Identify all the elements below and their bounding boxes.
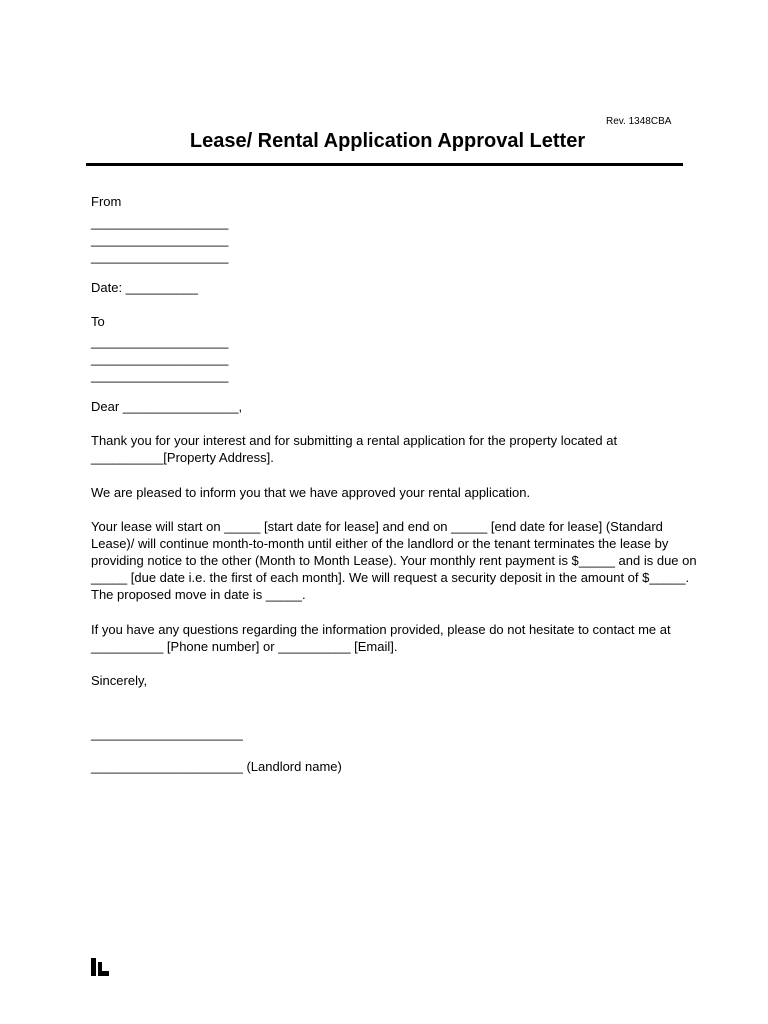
landlord-name-line: _____________________ (Landlord name) bbox=[91, 759, 342, 774]
from-label: From bbox=[91, 194, 122, 209]
date-line: Date: __________ bbox=[91, 280, 198, 295]
interest-paragraph bbox=[91, 432, 691, 466]
to-blank-line-2: ___________________ bbox=[91, 351, 229, 366]
signature-line: _____________________ bbox=[91, 726, 243, 741]
from-blank-line-1: ___________________ bbox=[91, 215, 229, 230]
lease-terms-paragraph bbox=[91, 518, 697, 603]
lease-line-4: _____ [due date i.e. the first of each month]. We will request a security deposit in the amount of $_____. bbox=[91, 570, 690, 585]
interest-line-2: __________[Property Address]. bbox=[91, 450, 274, 465]
approved-paragraph bbox=[91, 484, 691, 501]
lease-line-1: Your lease will start on _____ [start date for lease] and end on _____ [end date for lease] (Standard bbox=[91, 519, 663, 534]
lease-line-3: providing notice to the other (Month to Month Lease). Your monthly rent payment is $_____ and is due on bbox=[91, 553, 697, 568]
interest-line-1: Thank you for your interest and for submitting a rental application for the property located at bbox=[91, 433, 618, 448]
closing: Sincerely, bbox=[91, 673, 148, 688]
questions-line-1: If you have any questions regarding the information provided, please do not hesitate to contact me at bbox=[91, 622, 671, 637]
lawdistrict-logo-icon bbox=[91, 958, 109, 976]
questions-paragraph bbox=[91, 621, 691, 655]
revision-code: Rev. 1348CBA bbox=[606, 116, 672, 127]
to-blank-line-1: ___________________ bbox=[91, 334, 229, 349]
from-blank-line-2: ___________________ bbox=[91, 232, 229, 247]
to-label: To bbox=[91, 314, 105, 329]
title-divider bbox=[86, 163, 683, 166]
lease-line-5: The proposed move in date is _____. bbox=[91, 587, 306, 602]
from-blank-line-3: ___________________ bbox=[91, 249, 229, 264]
lease-line-2: Lease)/ will continue month-to-month until either of the landlord or the tenant terminates the lease by bbox=[91, 536, 669, 551]
approved-line-1: We are pleased to inform you that we have approved your rental application. bbox=[91, 485, 531, 500]
to-blank-line-3: ___________________ bbox=[91, 368, 229, 383]
questions-line-2: __________ [Phone number] or __________ [Email]. bbox=[91, 639, 398, 654]
document-title: Lease/ Rental Application Approval Letter bbox=[189, 130, 586, 152]
greeting: Dear ________________, bbox=[91, 399, 243, 414]
